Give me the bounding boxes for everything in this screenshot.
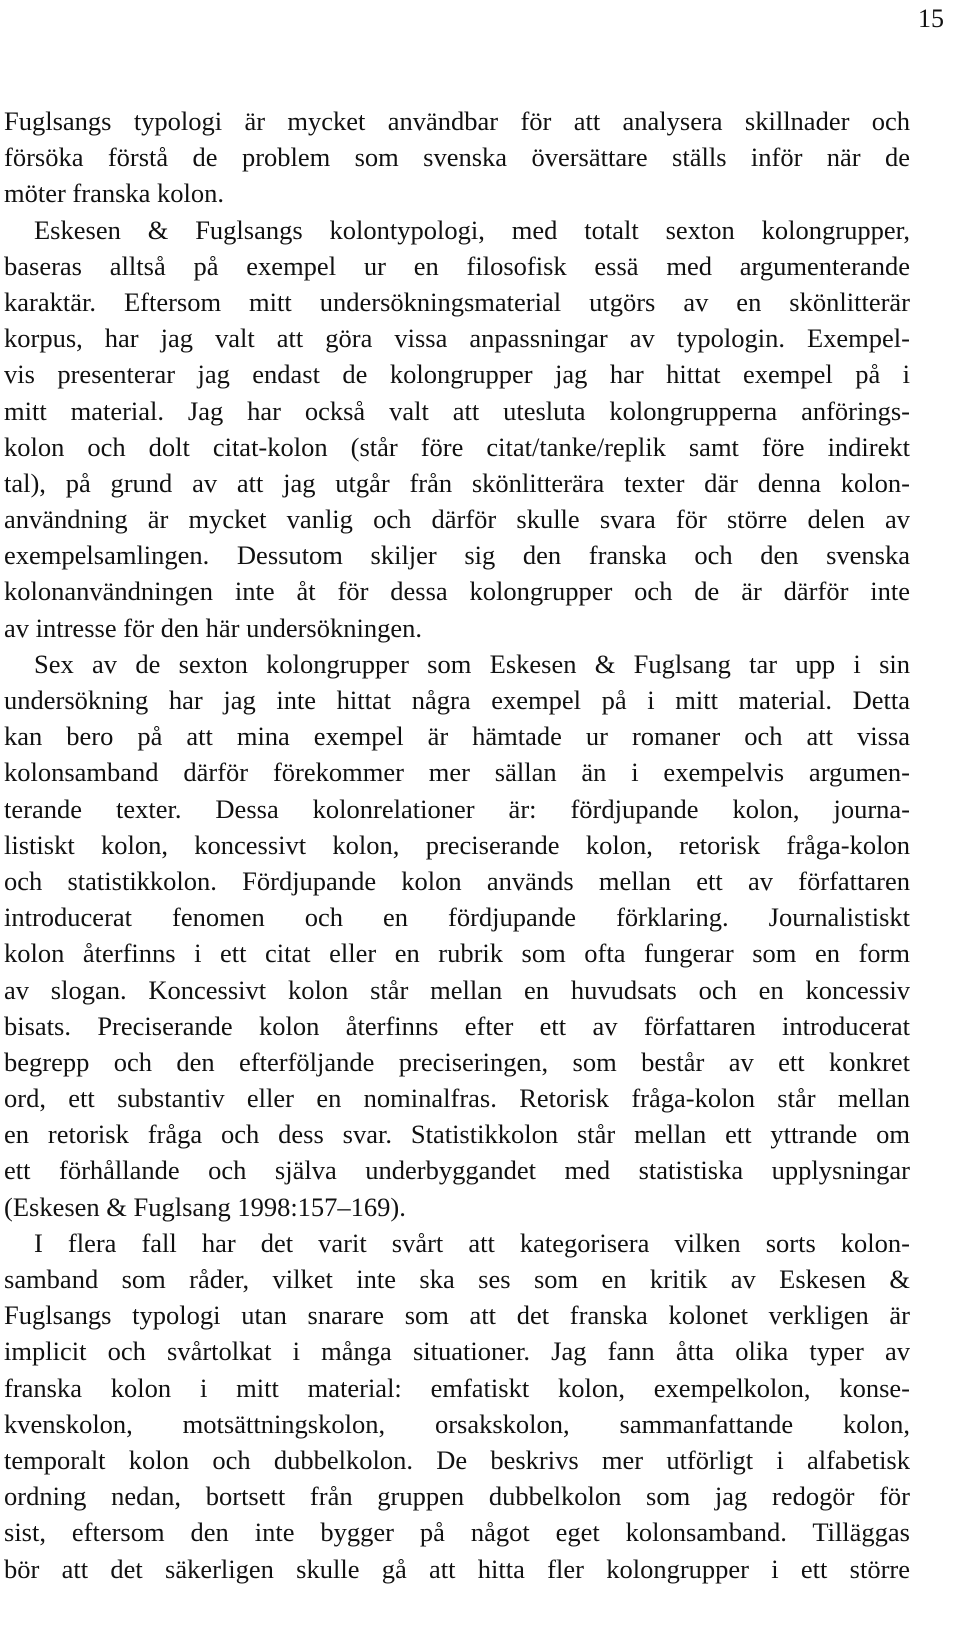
text-line: användning är mycket vanlig och därför skulle svara för större delen av <box>4 504 910 535</box>
text-line: baseras alltså på exempel ur en filosofisk essä med argumenterande <box>4 250 910 281</box>
text-line: mitt material. Jag har också valt att utesluta kolongrupperna anförings- <box>4 395 910 426</box>
text-line: ett förhållande och själva underbyggandet med statistiska upplysningar <box>4 1155 910 1186</box>
text-line: tal), på grund av att jag utgår från skönlitterära texter där denna kolon- <box>4 467 910 498</box>
page-number: 15 <box>918 4 944 33</box>
text-line: vis presenterar jag endast de kolongrupper jag har hittat exempel på i <box>4 359 910 390</box>
text-line: samband som råder, vilket inte ska ses som en kritik av Eskesen & <box>4 1264 910 1294</box>
paragraph <box>4 1225 910 1587</box>
text-line: franska kolon i mitt material: emfatiskt kolon, exempelkolon, konse- <box>4 1372 910 1403</box>
text-line: implicit och svårtolkat i många situationer. Jag fann åtta olika typer av <box>4 1336 910 1367</box>
text-line: ordning nedan, bortsett från gruppen dubbelkolon som jag redogör för <box>4 1481 910 1512</box>
text-line: bisats. Preciserande kolon återfinns efter ett av författaren introducerat <box>4 1010 910 1041</box>
text-line: möter franska kolon. <box>4 178 225 209</box>
text-line: korpus, har jag valt att göra vissa anpassningar av typologin. Exempel- <box>4 323 910 354</box>
text-line: karaktär. Eftersom mitt undersökningsmaterial utgörs av en skönlitterär <box>4 286 910 317</box>
text-line: en retorisk fråga och dess svar. Statistikkolon står mellan ett yttrande om <box>4 1119 910 1150</box>
body-text <box>4 103 910 1587</box>
text-line: kvenskolon, motsättningskolon, orsakskolon, sammanfattande kolon, <box>4 1408 910 1439</box>
text-line: Eskesen & Fuglsangs kolontypologi, med totalt sexton kolongrupper, <box>34 214 910 245</box>
text-line: exempelsamlingen. Dessutom skiljer sig den franska och den svenska <box>4 540 910 571</box>
text-line: begrepp och den efterföljande preciseringen, som består av ett konkret <box>4 1046 910 1077</box>
text-line: försöka förstå de problem som svenska översättare ställs inför när de <box>4 142 910 173</box>
text-line: temporalt kolon och dubbelkolon. De beskrivs mer utförligt i alfabetisk <box>4 1444 910 1475</box>
text-line: Sex av de sexton kolongrupper som Eskesen & Fuglsang tar upp i sin <box>34 648 910 679</box>
text-line: (Eskesen & Fuglsang 1998:157–169). <box>4 1191 406 1222</box>
text-line: av intresse för den här undersökningen. <box>4 612 422 643</box>
text-line: och statistikkolon. Fördjupande kolon används mellan ett av författaren <box>4 865 910 896</box>
text-line: Fuglsangs typologi utan snarare som att det franska kolonet verkligen är <box>4 1300 910 1331</box>
paragraph <box>4 103 910 212</box>
text-line: I flera fall har det varit svårt att kategorisera vilken sorts kolon- <box>34 1227 910 1258</box>
text-line: kolonanvändningen inte åt för dessa kolongrupper och de är därför inte <box>4 576 910 607</box>
text-line: undersökning har jag inte hittat några exempel på i mitt material. Detta <box>4 685 910 715</box>
text-line: bör att det säkerligen skulle gå att hitta fler kolongrupper i ett större <box>4 1553 910 1584</box>
text-line: kolon och dolt citat-kolon (står före citat/tanke/replik samt före indirekt <box>4 431 910 462</box>
text-line: terande texter. Dessa kolonrelationer är: fördjupande kolon, journa- <box>4 793 910 824</box>
text-line: sist, eftersom den inte bygger på något eget kolonsamband. Tilläggas <box>4 1517 910 1548</box>
text-line: kolon återfinns i ett citat eller en rubrik som ofta fungerar som en form <box>4 938 910 969</box>
text-line: kan bero på att mina exempel är hämtade ur romaner och att vissa <box>4 721 910 752</box>
paragraph <box>4 212 910 646</box>
text-line: ord, ett substantiv eller en nominalfras. Retorisk fråga-kolon står mellan <box>4 1083 910 1114</box>
paragraph <box>4 646 910 1225</box>
text-line: Fuglsangs typologi är mycket användbar för att analysera skillnader och <box>4 106 910 136</box>
text-line: listiskt kolon, koncessivt kolon, preciserande kolon, retorisk fråga-kolon <box>4 829 910 860</box>
text-line: kolonsamband därför förekommer mer sällan än i exempelvis argumen- <box>4 757 910 788</box>
text-line: av slogan. Koncessivt kolon står mellan en huvudsats och en koncessiv <box>4 974 910 1005</box>
text-line: introducerat fenomen och en fördjupande förklaring. Journalistiskt <box>4 902 910 933</box>
